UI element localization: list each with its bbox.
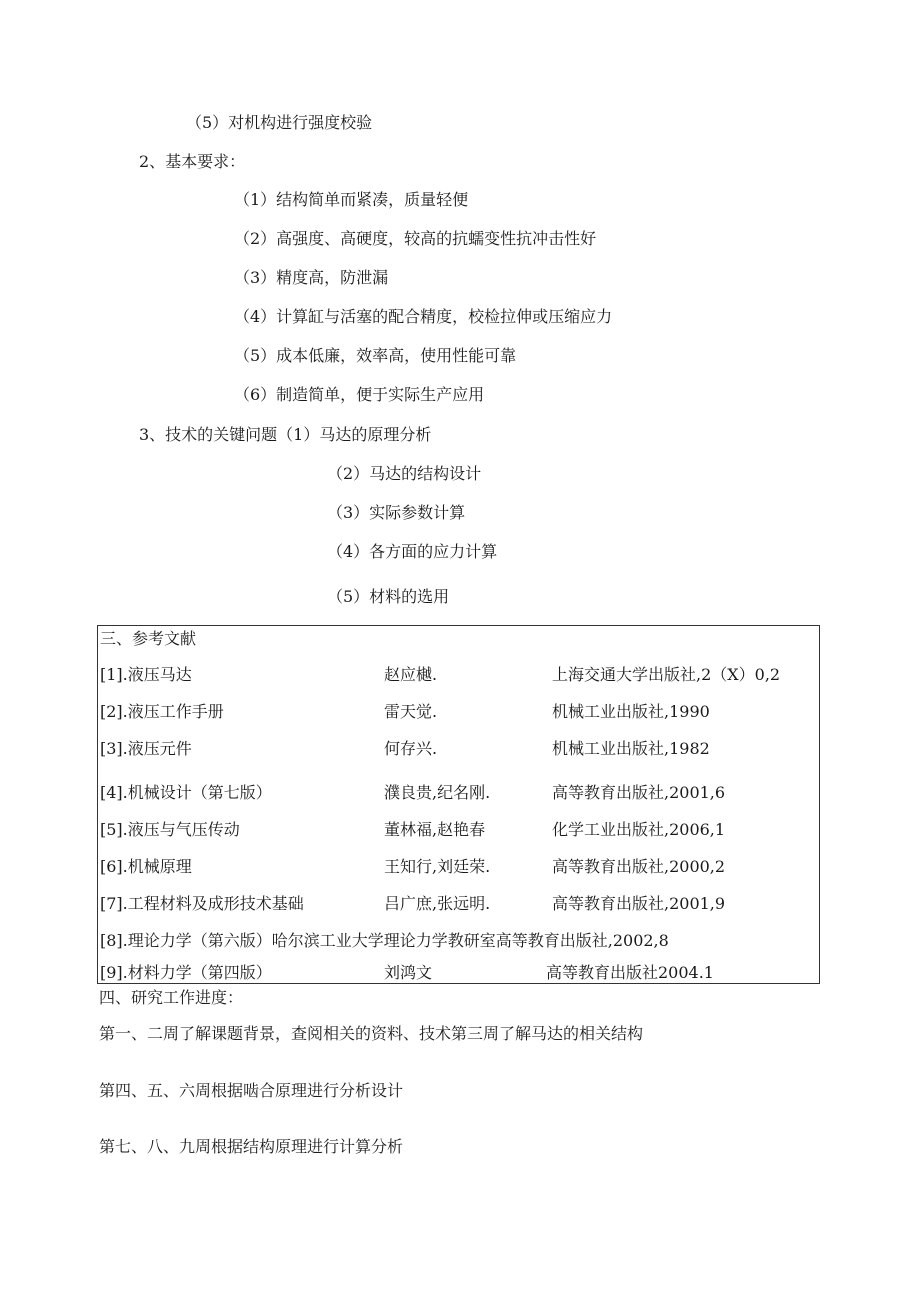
reference-author: 刘鸿文	[384, 963, 433, 982]
reference-publisher: 高等教育出版社,2000,2	[552, 857, 726, 876]
key-issue-item: （3）实际参数计算	[327, 503, 466, 522]
progress-heading: 四、研究工作进度：	[99, 988, 244, 1007]
key-issue-item: （5）材料的选用	[327, 587, 450, 606]
reference-author: 赵应樾.	[384, 665, 438, 684]
reference-full-line: [8].理论力学（第六版）哈尔滨工业大学理论力学教研室高等教育出版社,2002,8	[100, 931, 669, 950]
reference-author: 吕广庶,张远明.	[384, 894, 491, 913]
requirement-item: （3）精度高，防泄漏	[234, 268, 389, 287]
reference-publisher: 机械工业出版社,1982	[552, 739, 710, 758]
reference-title: [7].工程材料及成形技术基础	[100, 894, 304, 913]
reference-publisher: 高等教育出版社2004.1	[546, 963, 714, 982]
reference-publisher: 上海交通大学出版社,2（X）0,2	[552, 665, 781, 684]
reference-title: [2].液压工作手册	[100, 702, 224, 721]
reference-title: [4].机械设计（第七版）	[100, 783, 272, 802]
reference-publisher: 高等教育出版社,2001,9	[552, 894, 726, 913]
reference-author: 雷天觉.	[384, 702, 438, 721]
requirement-item: （4）计算缸与活塞的配合精度，校检拉伸或压缩应力	[234, 307, 613, 326]
references-box	[97, 625, 820, 984]
progress-line: 第四、五、六周根据啮合原理进行分析设计	[99, 1081, 404, 1100]
references-heading: 三、参考文献	[100, 629, 197, 648]
reference-publisher: 高等教育出版社,2001,6	[552, 783, 726, 802]
requirement-item: （2）高强度、高硬度，较高的抗蠕变性抗冲击性好	[234, 229, 597, 248]
reference-title: [1].液压马达	[100, 665, 192, 684]
design-item-5: （5）对机构进行强度校验	[186, 113, 373, 132]
reference-publisher: 化学工业出版社,2006,1	[552, 820, 726, 839]
progress-line: 第七、八、九周根据结构原理进行计算分析	[99, 1137, 404, 1156]
reference-author: 董林福,赵艳春	[384, 820, 486, 839]
reference-author: 濮良贵,纪名刚.	[384, 783, 491, 802]
reference-author: 王知行,刘廷荣.	[384, 857, 491, 876]
key-issue-item: （2）马达的结构设计	[327, 464, 482, 483]
reference-title: [3].液压元件	[100, 739, 192, 758]
reference-publisher: 机械工业出版社,1990	[552, 702, 710, 721]
progress-line: 第一、二周了解课题背景，查阅相关的资料、技术第三周了解马达的相关结构	[99, 1024, 644, 1043]
requirement-item: （5）成本低廉，效率高，使用性能可靠	[234, 346, 517, 365]
key-issue-item: （4）各方面的应力计算	[327, 542, 498, 561]
requirements-heading: 2、基本要求：	[139, 152, 246, 171]
reference-title: [6].机械原理	[100, 857, 192, 876]
key-issues-heading: 3、技术的关键问题（1）马达的原理分析	[139, 425, 432, 444]
reference-author: 何存兴.	[384, 739, 438, 758]
requirement-item: （1）结构简单而紧凑，质量轻便	[234, 190, 469, 209]
reference-title: [5].液压与气压传动	[100, 820, 240, 839]
requirement-item: （6）制造简单，便于实际生产应用	[234, 385, 485, 404]
reference-title: [9].材料力学（第四版）	[100, 963, 272, 982]
